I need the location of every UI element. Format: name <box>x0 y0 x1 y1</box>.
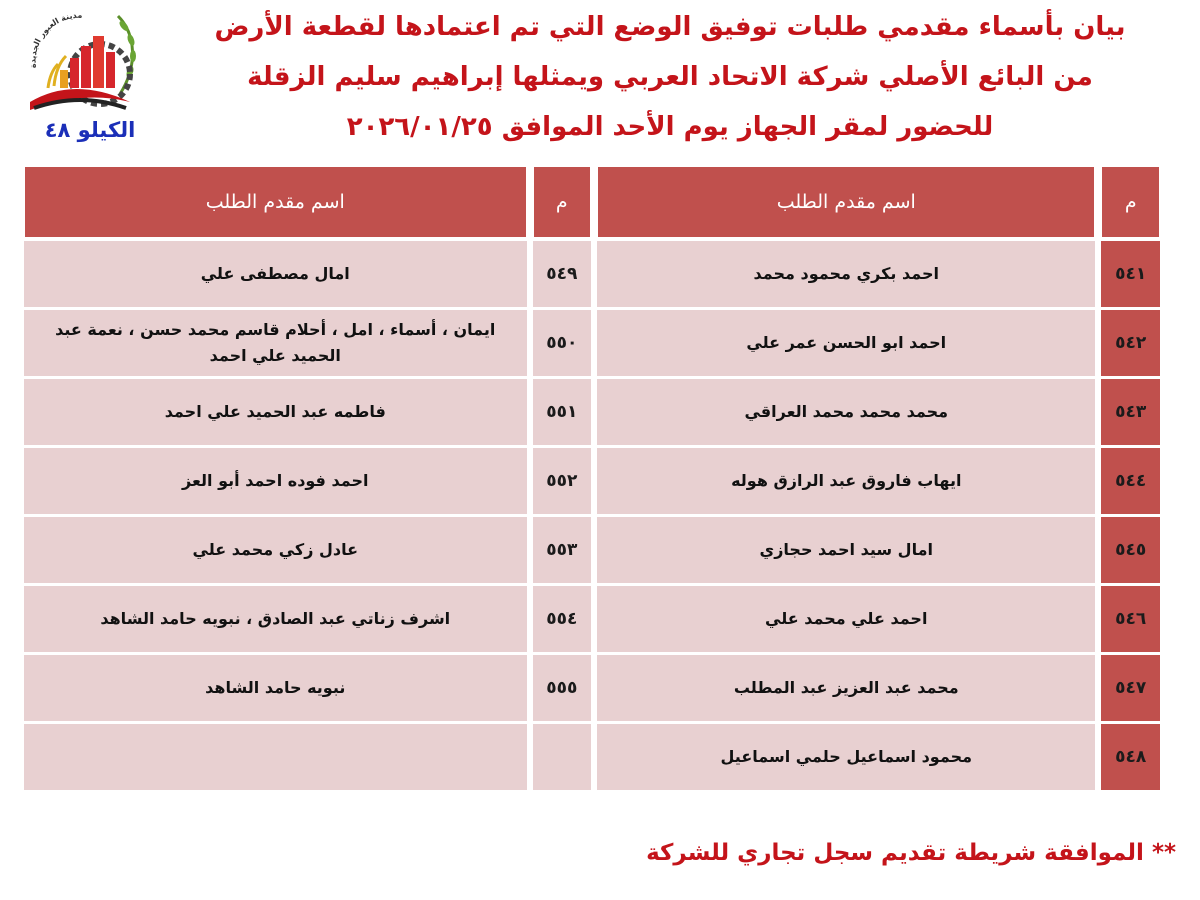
heading-line-2: من البائع الأصلي شركة الاتحاد العربي ويمثلها إبراهيم سليم الزقلة <box>247 62 1093 92</box>
row-number: ٥٤٨ <box>1101 724 1160 790</box>
row-number: ٥٤٤ <box>1101 448 1160 514</box>
row-number: ٥٥٤ <box>533 586 592 652</box>
logo-caption: الكيلو ٤٨ <box>44 118 136 142</box>
row-number: ٥٤٥ <box>1101 517 1160 583</box>
row-number: ٥٤٧ <box>1101 655 1160 721</box>
footer-note: ** الموافقة شريطة تقديم سجل تجاري للشركة <box>646 840 1176 866</box>
applicant-name: محمد عبد العزيز عبد المطلب <box>597 655 1095 721</box>
header-num-right: م <box>1101 166 1160 238</box>
header-name-right: اسم مقدم الطلب <box>597 166 1095 238</box>
row-number: ٥٤٦ <box>1101 586 1160 652</box>
table-row <box>24 724 1160 790</box>
applicant-name: ايهاب فاروق عبد الرازق هوله <box>597 448 1095 514</box>
row-number: ٥٤١ <box>1101 241 1160 307</box>
row-number: ٥٥١ <box>533 379 592 445</box>
applicant-name: ايمان ، أسماء ، امل ، أحلام قاسم محمد حسن ، نعمة عبد الحميد علي احمد <box>24 310 527 376</box>
row-number: ٥٥٥ <box>533 655 592 721</box>
applicant-name: امال مصطفى علي <box>24 241 527 307</box>
applicant-name: نبويه حامد الشاهد <box>24 655 527 721</box>
applicant-name-empty <box>24 724 527 790</box>
header-name-left: اسم مقدم الطلب <box>24 166 527 238</box>
table-row <box>24 379 1160 445</box>
row-number: ٥٤٢ <box>1101 310 1160 376</box>
applicants-table <box>18 163 1166 793</box>
heading-line-1: بيان بأسماء مقدمي طلبات توفيق الوضع التي تم اعتمادها لقطعة الأرض <box>214 12 1126 42</box>
header-num-left: م <box>533 166 592 238</box>
row-number: ٥٤٩ <box>533 241 592 307</box>
applicant-name: امال سيد احمد حجازي <box>597 517 1095 583</box>
row-number: ٥٥٢ <box>533 448 592 514</box>
row-number: ٥٥٣ <box>533 517 592 583</box>
table-row <box>24 310 1160 376</box>
applicant-name: احمد بكري محمود محمد <box>597 241 1095 307</box>
applicant-name: اشرف زناتي عبد الصادق ، نبويه حامد الشاهد <box>24 586 527 652</box>
row-number-empty <box>533 724 592 790</box>
row-number: ٥٥٠ <box>533 310 592 376</box>
heading-line-3: للحضور لمقر الجهاز يوم الأحد الموافق ٢٠٢٦/٠١/٢٥ <box>346 112 994 142</box>
table-row <box>24 586 1160 652</box>
applicant-name: احمد علي محمد علي <box>597 586 1095 652</box>
table-row <box>24 517 1160 583</box>
table-row <box>24 241 1160 307</box>
applicant-name: عادل زكي محمد علي <box>24 517 527 583</box>
table-row <box>24 448 1160 514</box>
logo-arc-text: مدينة العبور الجديدة <box>28 10 83 69</box>
table-row <box>24 655 1160 721</box>
applicant-name: احمد فوده احمد أبو العز <box>24 448 527 514</box>
applicant-name: محمد محمد محمد العراقي <box>597 379 1095 445</box>
table-header-row <box>24 166 1160 238</box>
applicant-name: محمود اسماعيل حلمي اسماعيل <box>597 724 1095 790</box>
row-number: ٥٤٣ <box>1101 379 1160 445</box>
applicant-name: فاطمه عبد الحميد علي احمد <box>24 379 527 445</box>
applicant-name: احمد ابو الحسن عمر علي <box>597 310 1095 376</box>
